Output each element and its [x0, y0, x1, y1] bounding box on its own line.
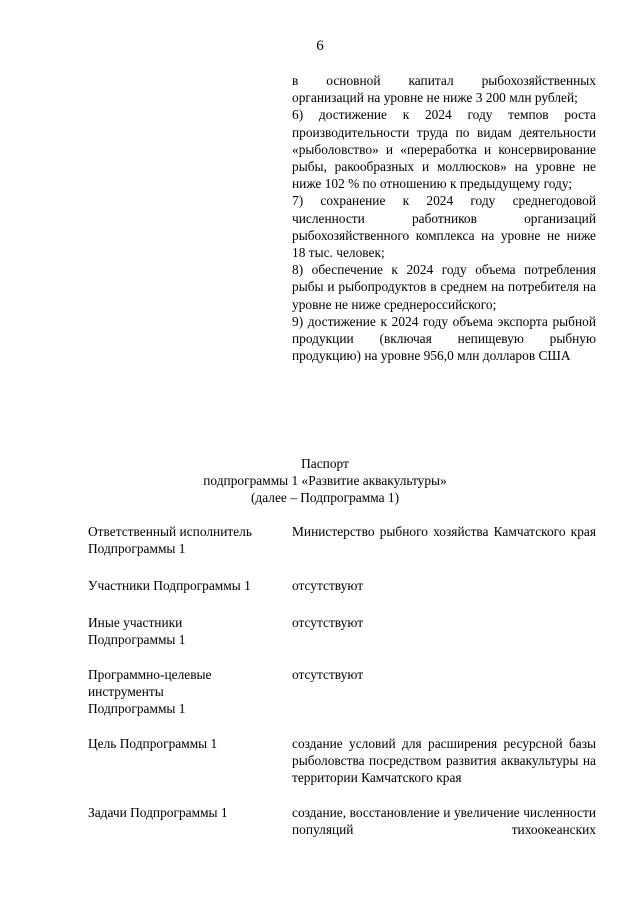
goal-item: 6) достижение к 2024 году темпов роста производительности труда по видам деятельности «рыболовство» и «переработка и консервирование рыбы, ракообразных и моллюсков» на уровне не ниже 102 % по отношению к предыдущему году; — [292, 107, 596, 192]
row-value: Министерство рыбного хозяйства Камчатского края — [292, 524, 596, 539]
table-row — [88, 523, 596, 557]
row-value: отсутствуют — [292, 667, 364, 682]
row-label: Задачи Подпрограммы 1 — [88, 805, 228, 820]
page-number: 6 — [316, 38, 324, 54]
continued-goals-list — [292, 72, 596, 364]
row-value: создание, восстановление и увеличение численности популяций тихоокеанских — [292, 805, 596, 837]
goal-item: в основной капитал рыбохозяйственных организаций на уровне не ниже 3 200 млн рублей; — [292, 73, 596, 106]
table-row — [88, 804, 596, 838]
row-label: Иные участники Подпрограммы 1 — [88, 615, 186, 647]
passport-heading — [0, 455, 640, 506]
table-row — [88, 577, 596, 594]
passport-title-line: Паспорт — [301, 456, 349, 471]
table-row — [88, 735, 596, 786]
table-row — [88, 614, 596, 648]
row-value: отсутствуют — [292, 615, 364, 630]
passport-subtitle-line: подпрограммы 1 «Развитие аквакультуры» — [203, 473, 447, 488]
row-label: Участники Подпрограммы 1 — [88, 578, 251, 593]
table-row — [88, 666, 596, 717]
goal-item: 8) обеспечение к 2024 году объема потребления рыбы и рыбопродуктов в среднем на потребителя на уровне не ниже среднероссийского; — [292, 262, 596, 312]
passport-table — [88, 523, 596, 838]
row-label: Ответственный исполнитель Подпрограммы 1 — [88, 524, 252, 556]
row-label: Цель Подпрограммы 1 — [88, 736, 218, 751]
row-label: Программно-целевые инструменты Подпрограммы 1 — [88, 667, 212, 716]
passport-note-line: (далее – Подпрограмма 1) — [250, 490, 400, 505]
goal-item: 7) сохранение к 2024 году среднегодовой численности работников организаций рыбохозяйственного комплекса на уровне не ниже 18 тыс. человек; — [292, 193, 596, 261]
row-value: отсутствуют — [292, 578, 364, 593]
row-value: создание условий для расширения ресурсной базы рыболовства посредством развития аквакультуры на территории Камчатского края — [292, 736, 596, 785]
goal-item: 9) достижение к 2024 году объема экспорта рыбной продукции (включая непищевую рыбную продукцию) на уровне 956,0 млн долларов США — [292, 313, 596, 364]
